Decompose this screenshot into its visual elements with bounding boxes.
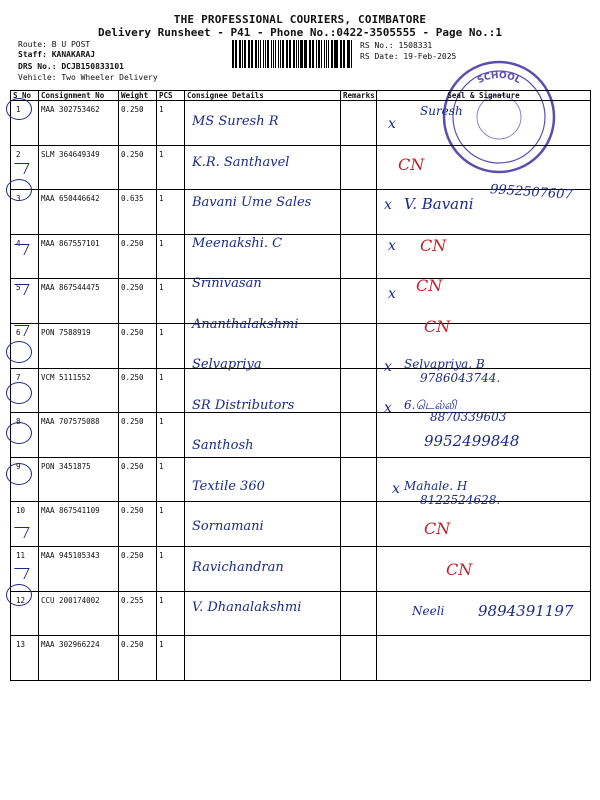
remarks-cell <box>341 101 377 146</box>
consignment-number: PON 7588919 <box>39 323 119 368</box>
cn-red-mark: CN <box>398 154 425 174</box>
consignment-number: PON 3451875 <box>39 457 119 502</box>
weight-value: 0.250 <box>119 413 157 458</box>
weight-value: 0.250 <box>119 279 157 324</box>
serial-number: 4 <box>11 234 39 279</box>
table-row <box>11 457 591 502</box>
receiver-phone: 9952507607 <box>489 182 574 203</box>
pcs-value: 1 <box>157 502 185 547</box>
remarks-cell <box>341 234 377 279</box>
cn-red-mark: CN <box>420 235 447 255</box>
serial-circle-mark <box>6 422 32 444</box>
consignment-number: VCM 5111552 <box>39 368 119 413</box>
delivery-mark: x <box>388 116 396 132</box>
serial-circle-mark <box>6 341 32 363</box>
company-name: THE PROFESSIONAL COURIERS, COIMBATORE <box>173 13 427 26</box>
serial-number: 3 <box>11 190 39 235</box>
weight-value: 0.250 <box>119 457 157 502</box>
serial-circle-mark <box>6 98 32 120</box>
receiver-signature: Mahale. H <box>404 478 468 493</box>
weight-value: 0.250 <box>119 323 157 368</box>
signature-cell <box>377 279 591 324</box>
signature-cell <box>377 234 591 279</box>
consignee-handwriting: Meenakshi. C <box>192 235 283 251</box>
serial-number: 2 <box>11 145 39 190</box>
serial-number: 5 <box>11 279 39 324</box>
serial-number: 13 <box>11 636 39 681</box>
pcs-value: 1 <box>157 234 185 279</box>
pcs-value: 1 <box>157 591 185 636</box>
consignment-number: MAA 302753462 <box>39 101 119 146</box>
vehicle-label: Vehicle: Two Wheeler Delivery <box>18 73 158 82</box>
column-header: S No <box>11 91 39 101</box>
table-row <box>11 279 591 324</box>
rs-no-label: RS No.: 1508331 <box>360 41 433 50</box>
remarks-cell <box>341 457 377 502</box>
consignee-handwriting: Selvapriya <box>192 357 262 372</box>
remarks-cell <box>341 546 377 591</box>
receiver-signature: 6.டெல்லி <box>404 397 457 412</box>
serial-number: 11 <box>11 546 39 591</box>
column-header: Weight <box>119 91 157 101</box>
pcs-value: 1 <box>157 190 185 235</box>
table-row <box>11 234 591 279</box>
consignee-handwriting: V. Dhanalakshmi <box>192 600 302 615</box>
weight-value: 0.255 <box>119 591 157 636</box>
signature-cell <box>377 636 591 681</box>
consignee-handwriting: K.R. Santhavel <box>192 154 290 170</box>
serial-circle-mark <box>6 463 32 485</box>
cn-red-mark: CN <box>424 519 451 538</box>
serial-number: 1 <box>11 101 39 146</box>
table-row <box>11 636 591 681</box>
weight-value: 0.250 <box>119 502 157 547</box>
consignment-number: MAA 867544475 <box>39 279 119 324</box>
remarks-cell <box>341 323 377 368</box>
serial-number: 8 <box>11 413 39 458</box>
delivery-mark: x <box>388 237 396 254</box>
serial-number: 12 <box>11 591 39 636</box>
consignee-handwriting: Ravichandran <box>192 559 284 575</box>
remarks-cell <box>341 145 377 190</box>
consignee-handwriting: Santhosh <box>192 438 254 453</box>
table-row <box>11 546 591 591</box>
consignment-number: MAA 650446642 <box>39 190 119 235</box>
runsheet-title: Delivery Runsheet - P41 - Phone No.:0422-3505555 - Page No.:1 <box>98 26 502 39</box>
pcs-value: 1 <box>157 368 185 413</box>
receiver-phone: 9786043744. <box>420 371 501 385</box>
consignee-handwriting: Sornamani <box>192 519 264 534</box>
remarks-cell <box>341 502 377 547</box>
remarks-cell <box>341 636 377 681</box>
consignment-number: MAA 945105343 <box>39 546 119 591</box>
drs-label: DRS No.: DCJB150833101 <box>18 62 124 71</box>
serial-circle-mark <box>6 382 32 404</box>
serial-number: 9 <box>11 457 39 502</box>
weight-value: 0.250 <box>119 101 157 146</box>
consignee-cell <box>185 636 341 681</box>
serial-number: 10 <box>11 502 39 547</box>
serial-circle-mark <box>6 584 32 606</box>
column-header: PCS <box>157 91 185 101</box>
cn-red-mark: CN <box>446 559 473 579</box>
column-header: Consignment No <box>39 91 119 101</box>
receiver-phone: 8870339603 <box>430 409 507 424</box>
receiver-signature: Suresh <box>420 104 463 118</box>
signature-cell <box>377 546 591 591</box>
receiver-signature: Selvapriya. B <box>404 357 485 371</box>
delivery-mark: x <box>384 399 392 416</box>
rs-date-label: RS Date: 19-Feb-2025 <box>360 52 457 61</box>
cn-red-mark: CN <box>416 276 443 295</box>
remarks-cell <box>341 413 377 458</box>
barcode <box>232 40 354 68</box>
column-header: Consignee Details <box>185 91 341 101</box>
weight-value: 0.250 <box>119 145 157 190</box>
receiver-signature: Neeli <box>412 604 445 618</box>
signature-cell <box>377 502 591 547</box>
runsheet-table <box>10 90 591 681</box>
delivery-mark: x <box>384 197 392 213</box>
consignment-number: CCU 200174002 <box>39 591 119 636</box>
table-header-row <box>11 91 591 101</box>
remarks-cell <box>341 279 377 324</box>
pcs-value: 1 <box>157 101 185 146</box>
pcs-value: 1 <box>157 279 185 324</box>
consignee-handwriting: Bavani Ume Sales <box>192 195 312 210</box>
consignment-number: SLM 364649349 <box>39 145 119 190</box>
cn-red-mark: CN <box>424 316 451 336</box>
remarks-cell <box>341 591 377 636</box>
consignee-handwriting: MS Suresh R <box>192 114 279 129</box>
weight-value: 0.250 <box>119 636 157 681</box>
weight-value: 0.250 <box>119 368 157 413</box>
table-row <box>11 101 591 146</box>
table-row <box>11 323 591 368</box>
consignee-handwriting: Ananthalakshmi <box>192 316 299 332</box>
weight-value: 0.250 <box>119 234 157 279</box>
consignment-number: MAA 867541109 <box>39 502 119 547</box>
consignee-handwriting: Srinivasan <box>192 276 262 291</box>
remarks-cell <box>341 368 377 413</box>
consignment-number: MAA 867557101 <box>39 234 119 279</box>
consignment-number: MAA 302966224 <box>39 636 119 681</box>
receiver-phone: 8122524628. <box>420 492 501 507</box>
consignee-handwriting: SR Distributors <box>192 397 295 413</box>
svg-text:SCHOOL: SCHOOL <box>476 70 523 87</box>
pcs-value: 1 <box>157 145 185 190</box>
pcs-value: 1 <box>157 546 185 591</box>
column-header: Remarks <box>341 91 377 101</box>
serial-circle-mark <box>6 179 32 201</box>
weight-value: 0.250 <box>119 546 157 591</box>
receiver-phone: 9894391197 <box>478 602 574 620</box>
pcs-value: 1 <box>157 413 185 458</box>
table-row <box>11 502 591 547</box>
delivery-mark: x <box>392 480 400 497</box>
delivery-mark: x <box>384 359 392 375</box>
consignee-handwriting: Textile 360 <box>192 478 265 494</box>
serial-number: 6 <box>11 323 39 368</box>
pcs-value: 1 <box>157 636 185 681</box>
pcs-value: 1 <box>157 457 185 502</box>
delivery-mark: x <box>388 286 396 302</box>
route-label: Route: B U POST <box>18 40 91 49</box>
receiver-signature: V. Bavani <box>404 195 474 213</box>
table-row <box>11 368 591 413</box>
consignment-number: MAA 707575088 <box>39 413 119 458</box>
column-header: Seal & Signature <box>377 91 591 101</box>
signature-cell <box>377 101 591 146</box>
serial-number: 7 <box>11 368 39 413</box>
weight-value: 0.635 <box>119 190 157 235</box>
remarks-cell <box>341 190 377 235</box>
receiver-phone: 9952499848 <box>424 432 520 450</box>
staff-label: Staff: KANAKARAJ <box>18 50 96 59</box>
pcs-value: 1 <box>157 323 185 368</box>
